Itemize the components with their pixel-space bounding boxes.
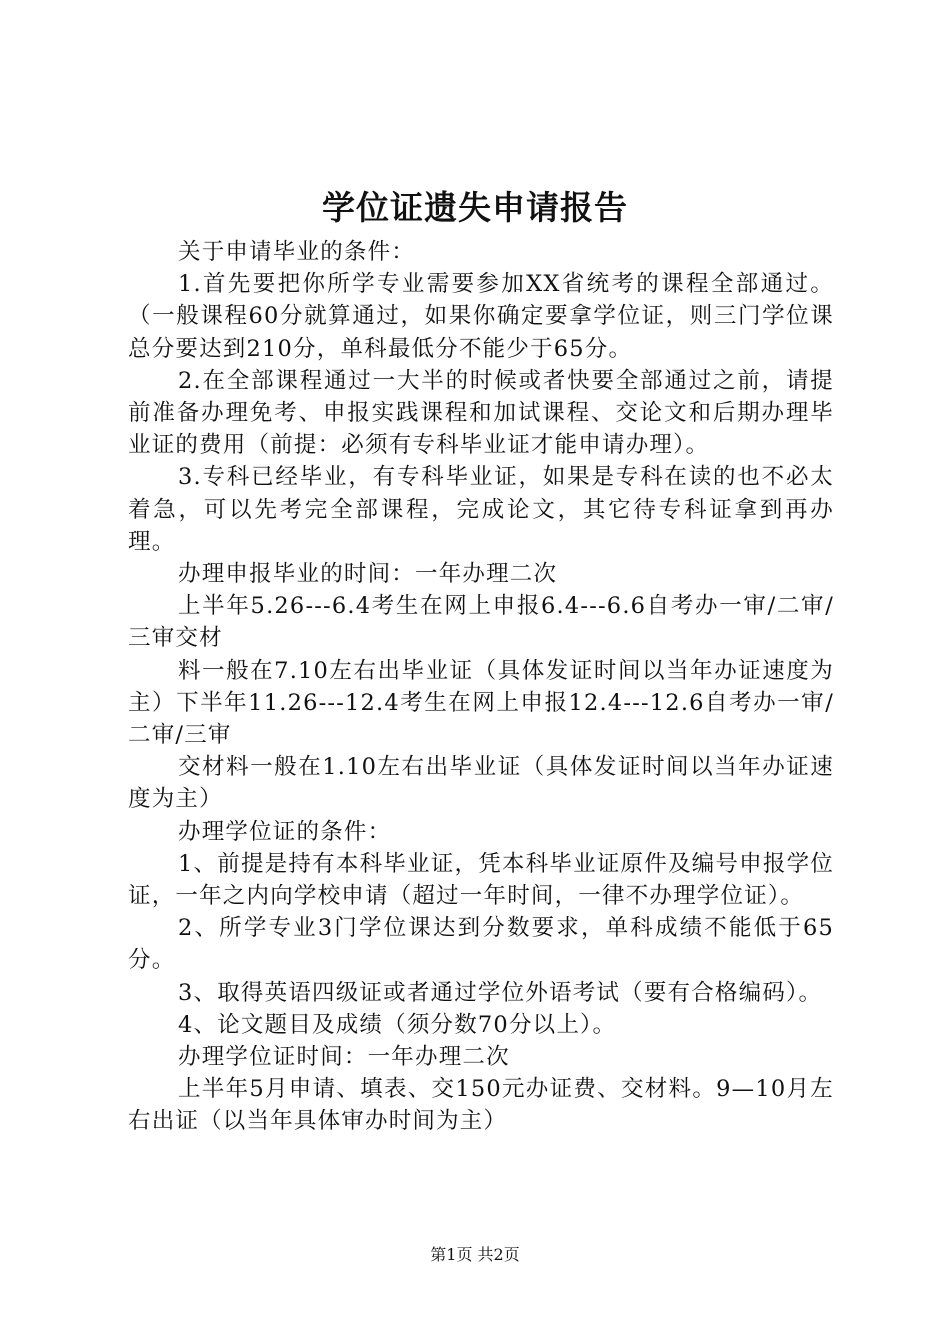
document-body (128, 236, 834, 1138)
paragraph: 料一般在7.10左右出毕业证（具体发证时间以当年办证速度为主）下半年11.26---12.4考生在网上申报12.4---12.6自考办一审/二审/三审 (128, 657, 834, 749)
paragraph: 上半年5.26---6.4考生在网上申报6.4---6.6自考办一审/二审/三审交材 (128, 593, 834, 652)
paragraph: 关于申请毕业的条件： (178, 239, 416, 265)
paragraph: 办理申报毕业的时间：一年办理二次 (178, 561, 558, 588)
paragraph: 3.专科已经毕业，有专科毕业证，如果是专科在读的也不必太着急，可以先考完全部课程，完成论文，其它待专科证拿到再办理。 (128, 464, 834, 555)
paragraph: 交材料一般在1.10左右出毕业证（具体发证时间以当年办证速度为主） (128, 754, 834, 813)
document-title: 学位证遗失申请报告 (322, 188, 628, 227)
paragraph: 2.在全部课程通过一大半的时候或者快要全部通过之前，请提前准备办理免考、申报实践课程和加试课程、交论文和后期办理毕业证的费用（前提：必须有专科毕业证才能申请办理）。 (128, 367, 834, 459)
paragraph: 1、前提是持有本科毕业证，凭本科毕业证原件及编号申报学位证，一年之内向学校申请（超过一年时间，一律不办理学位证）。 (128, 850, 834, 910)
paragraph: 1.首先要把你所学专业需要参加XX省统考的课程全部通过。（一般课程60分就算通过，如果你确定要拿学位证，则三门学位课总分要达到210分，单科最低分不能少于65分。 (128, 271, 834, 362)
paragraph: 2、所学专业3门学位课达到分数要求，单科成绩不能低于65分。 (128, 915, 834, 974)
page-footer: 第1页 共2页 (430, 1245, 520, 1264)
paragraph: 办理学位证时间：一年办理二次 (178, 1044, 510, 1071)
paragraph: 3、取得英语四级证或者通过学位外语考试（要有合格编码）。 (178, 979, 823, 1006)
paragraph: 4、论文题目及成绩（须分数70分以上）。 (178, 1011, 617, 1038)
paragraph: 办理学位证的条件： (178, 818, 392, 845)
paragraph: 上半年5月申请、填表、交150元办证费、交材料。9—10月左右出证（以当年具体审办时间为主） (128, 1076, 834, 1135)
